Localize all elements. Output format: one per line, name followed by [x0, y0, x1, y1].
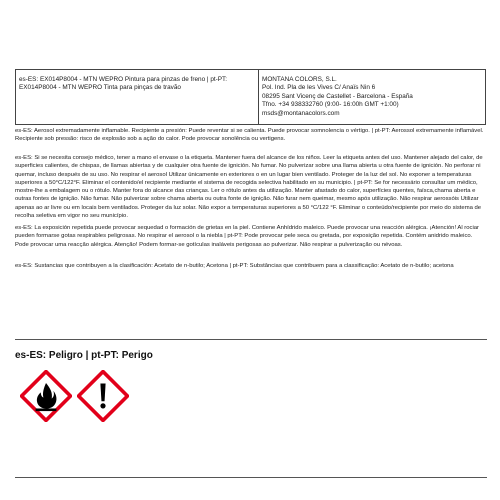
product-header-table	[15, 69, 486, 125]
exclamation-mark-icon	[77, 370, 129, 422]
section-divider-bottom	[15, 477, 487, 478]
section-divider-top	[15, 339, 487, 340]
hazard-statements: es-ES: Aerosol extremadamente inflamable. Recipiente a presión: Puede reventar si se calienta. Puede provocar somnolencia o vértigo. | pt-PT: Aerossol extremamente inflamável. Recipiente sob pressão: risco de explosão sob a ação do calor. Pode provocar sonolência ou vertigens.	[15, 128, 484, 143]
precautionary-statements: es-ES: Si se necesita consejo médico, tener a mano el envase o la etiqueta. Mantener fuera del alcance de los niños. Leer la etiqueta antes del uso. Mantener alejado del calor, de superficies calientes, de chispas, de llamas abiertas y de cualquier otra fuente de ignición. No fumar. No pulverizar sobre una llama abierta u otra fuente de ignición. No perforar ni quemar, incluso después de su uso. No respirar el aerosol Utilizar únicamente en exteriores o en un lugar bien ventilado. Proteger de la luz del sol. No exponer a temperaturas superiores a 50°C/122°F. Eliminar el contenido/el recipiente mediante el sistema de recogida selectiva habilitado en su municipio. | pt-PT: Se for necessário consultar um médico, mostre-lhe a embalagem ou o rótulo. Manter fora do alcance das crianças. Ler o rótulo antes da utilização. Manter afastado do calor, superfícies quentes, faísca,chama aberta e outras fontes de ignição. Não fumar. Não pulverizar sobre chama aberta ou outra fonte de ignição. Não furar nem queimar, mesmo após utilização. Não respirar aerossóis Utilizar apenas ao ar livre ou em locais bem ventilados. Proteger da luz solar. Não expor a temperaturas superiores a 50 °C/122 °F. Eliminar o conteúdo/recipiente por meio do sistema de recolha seletiva em vigor no seu município.	[15, 155, 483, 220]
company-phone: Tfno. +34 938332760 (9:00- 16:00h GMT +1:00)	[262, 101, 399, 109]
supplemental-information: es-ES: La exposición repetida puede provocar sequedad o formación de grietas en la piel. Contiene Anhídrido maleico. Puede provocar una reacción alérgica. ¡Atención! Al rociar pueden formarse gotas respirables peligrosas. No respirar el aerosol o la niebla | pt-PT: Pode provocar pele seca ou gretada, por exposição repetida. Contém anidrido maleico. Pode provocar uma reacção alérgica. Atenção! Podem formar-se gotículas inaláveis perigosas ao pulverizar. Não respirar a pulverização ou névoas.	[15, 225, 480, 248]
company-address-line-2: 08295 Sant Vicenç de Castellet - Barcelona - España	[262, 92, 413, 100]
supplier-info	[259, 70, 485, 124]
classification-substances: es-ES: Sustancias que contribuyen a la clasificación: Acetato de n-butilo; Acetona | pt-PT: Substâncias que contribuem para a classificação: Acetato de n-butilo; acetona	[15, 263, 454, 269]
company-address-line-1: Pol. Ind. Pla de les Vives C/ Anaïs Nin 6	[262, 84, 376, 92]
signal-word: es-ES: Peligro | pt-PT: Perigo	[15, 350, 153, 361]
flame-icon	[20, 370, 72, 422]
product-identifier: es-ES: EX014P8004 - MTN WEPRO Pintura para pinzas de freno | pt-PT: EX014P8004 - MTN WEPRO Tinta para pinças de travão	[16, 70, 259, 124]
company-name: MONTANA COLORS, S.L.	[262, 76, 337, 83]
company-email: msds@montanacolors.com	[262, 109, 340, 117]
